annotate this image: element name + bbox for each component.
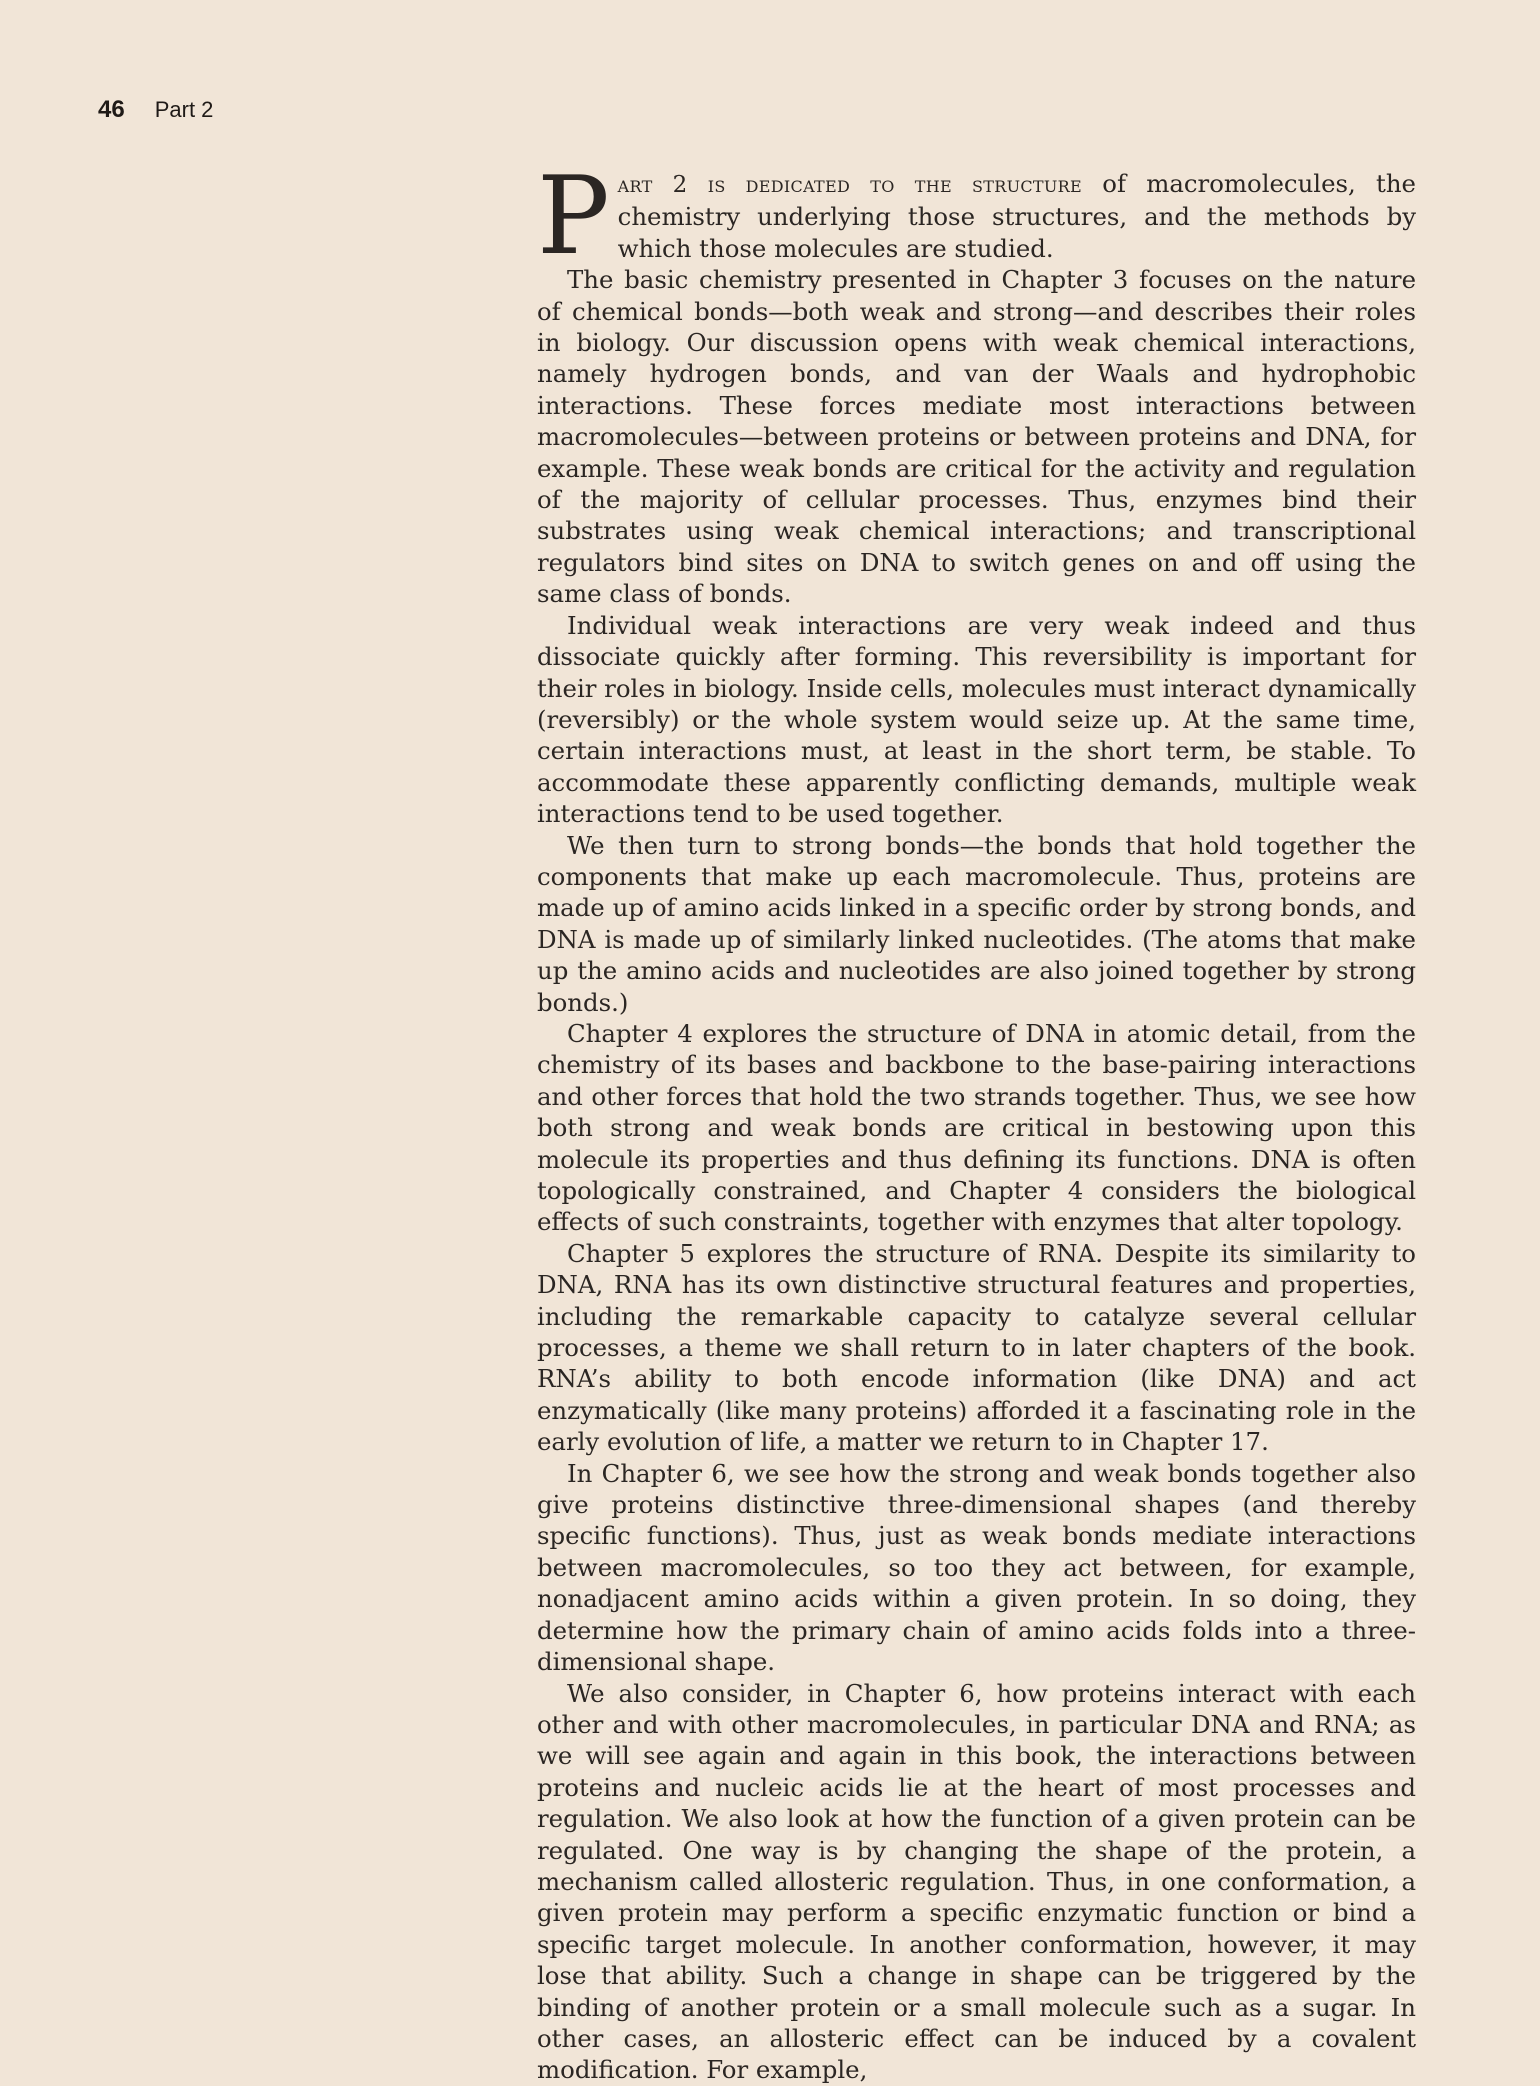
- paragraph-protein-interactions: We also consider, in Chapter 6, how proteins interact with each other and with other macromolecules, in particular DNA and RNA; as we will see again and again in this book, the interactions between proteins and nucleic acids lie at the heart of most processes and regulation. We also look at how the function of a given protein can be regulated. One way is by changing the shape of the protein, a mechanism called allosteric regulation. Thus, in one conformation, a given protein may perform a specific enzymatic function or bind a specific target molecule. In another conformation, however, it may lose that ability. Such a change in shape can be triggered by the binding of another protein or a small molecule such as a sugar. In other cases, an allosteric effect can be induced by a covalent modification. For example,: [537, 1678, 1416, 2085]
- drop-cap: P: [537, 154, 610, 279]
- paragraph-chapter-6: In Chapter 6, we see how the strong and weak bonds together also give proteins distinctive three-dimensional shapes (and thereby specific functions). Thus, just as weak bonds mediate interactions between macromolecules, so too they act between, for example, nonadjacent amino acids within a given protein. In so doing, they determine how the primary chain of amino acids folds into a three-dimensional shape.: [537, 1458, 1416, 1677]
- page-number: 46: [98, 96, 125, 123]
- running-head: [98, 96, 213, 124]
- intro-paragraph: [537, 154, 1416, 279]
- part-label: Part 2: [154, 97, 214, 122]
- body-text-column: [537, 154, 1416, 2086]
- intro-text: of macromolecules, the chemistry underlying those structures, and the methods by which those molecules are studied.: [617, 169, 1416, 263]
- paragraph-weak-interactions: Individual weak interactions are very weak indeed and thus dissociate quickly after forming. This reversibility is important for their roles in biology. Inside cells, molecules must interact dynamically (reversibly) or the whole system would seize up. At the same time, certain interactions must, at least in the short term, be stable. To accommodate these apparently conflicting demands, multiple weak interactions tend to be used together.: [537, 610, 1416, 829]
- paragraph-chemistry: The basic chemistry presented in Chapter 3 focuses on the nature of chemical bonds—both weak and strong—and describes their roles in biology. Our discussion opens with weak chemical interactions, namely hydrogen bonds, and van der Waals and hydrophobic interactions. These forces mediate most interactions between macromolecules—between proteins or between proteins and DNA, for example. These weak bonds are critical for the activity and regulation of the majority of cellular processes. Thus, enzymes bind their substrates using weak chemical interactions; and transcriptional regulators bind sites on DNA to switch genes on and off using the same class of bonds.: [537, 265, 1416, 609]
- paragraph-chapter-5: Chapter 5 explores the structure of RNA. Despite its similarity to DNA, RNA has its own distinctive structural features and properties, including the remarkable capacity to catalyze several cellular processes, a theme we shall return to in later chapters of the book. RNA’s ability to both encode information (like DNA) and act enzymatically (like many proteins) afforded it a fascinating role in the early evolution of life, a matter we return to in Chapter 17.: [537, 1238, 1416, 1457]
- paragraph-strong-bonds: We then turn to strong bonds—the bonds that hold together the components that make up each macromolecule. Thus, proteins are made up of amino acids linked in a specific order by strong bonds, and DNA is made up of similarly linked nucleotides. (The atoms that make up the amino acids and nucleotides are also joined together by strong bonds.): [537, 830, 1416, 1017]
- intro-lead-in: art 2 is dedicated to the structure: [617, 172, 1083, 198]
- paragraph-chapter-4: Chapter 4 explores the structure of DNA in atomic detail, from the chemistry of its bases and backbone to the base-pairing interactions and other forces that hold the two strands together. Thus, we see how both strong and weak bonds are critical in bestowing upon this molecule its properties and thus defining its functions. DNA is often topologically constrained, and Chapter 4 considers the biological effects of such constraints, together with enzymes that alter topology.: [537, 1018, 1416, 1237]
